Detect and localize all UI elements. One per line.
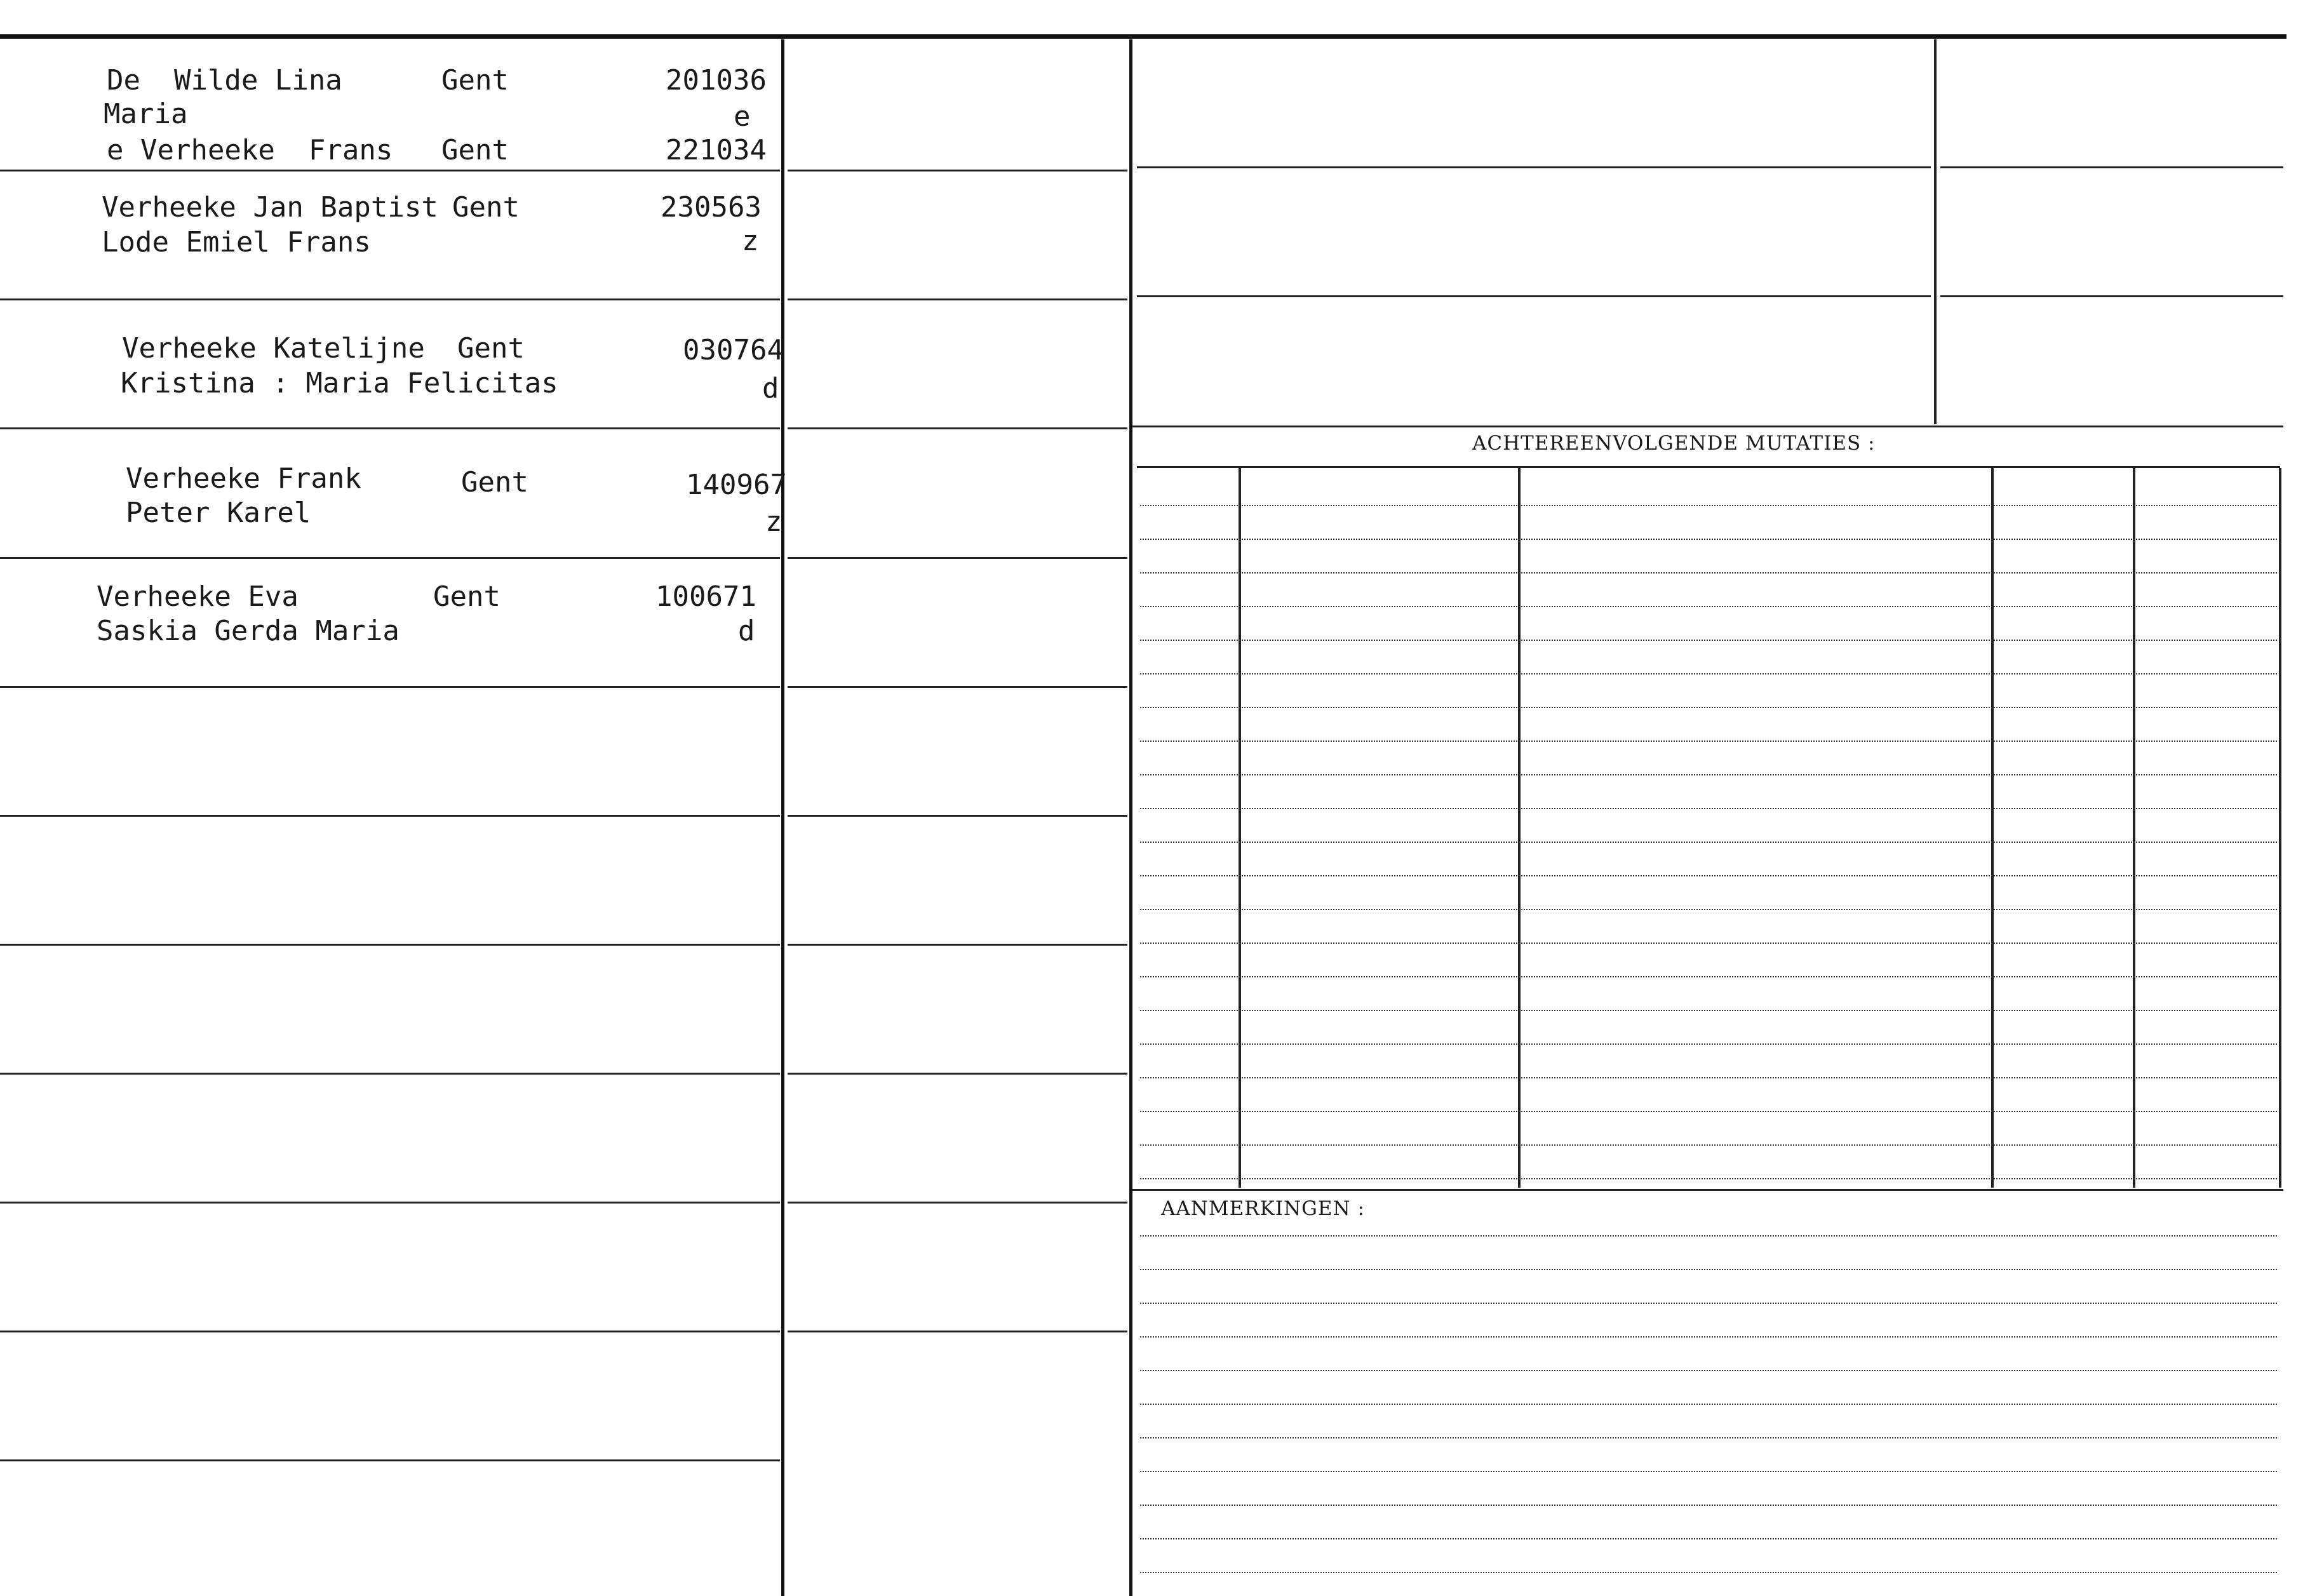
remarks-title: AANMERKINGEN : (1161, 1197, 1365, 1220)
middle-column-divider (1129, 39, 1132, 1596)
entry-code: z (765, 506, 782, 538)
entry-given-names: Saskia Gerda Maria (97, 615, 400, 647)
entry-date: 140967 (686, 469, 787, 501)
entry-place: Gent (452, 191, 520, 224)
entry-place: Gent (441, 64, 509, 97)
mutations-title: ACHTEREENVOLGENDE MUTATIES : (1472, 432, 1876, 455)
remark-ruled-line (1140, 1572, 2277, 1573)
entry-code: z (742, 225, 759, 257)
entry-given-names: Peter Karel (126, 497, 311, 529)
entry-given-names: Lode Emiel Frans (102, 226, 371, 258)
mutation-ruled-line (1140, 572, 2277, 573)
mutation-ruled-line (1140, 1178, 2277, 1179)
spouse-name: e Verheeke Frans (107, 134, 393, 166)
entry-date: 030764 (683, 334, 784, 366)
remark-ruled-line (1140, 1404, 2277, 1405)
mutation-ruled-line (1140, 1043, 2277, 1045)
entry-code: d (762, 372, 779, 405)
top-border (0, 34, 2286, 39)
mutation-ruled-line (1140, 640, 2277, 641)
mutation-ruled-line (1140, 942, 2277, 944)
remark-ruled-line (1140, 1505, 2277, 1506)
spouse-date: 221034 (666, 134, 767, 166)
mutation-ruled-line (1140, 909, 2277, 910)
entry-name: Verheeke Katelijne (122, 332, 425, 365)
spouse-place: Gent (441, 134, 509, 166)
entry-place: Gent (461, 466, 528, 499)
mutation-ruled-line (1140, 842, 2277, 843)
entry-name: Verheeke Jan Baptist (102, 191, 438, 224)
entry-name: De Wilde Lina (107, 64, 342, 97)
mutation-ruled-line (1140, 875, 2277, 876)
entry-name: Verheeke Eva (97, 580, 299, 613)
entry-given-names: Maria (104, 98, 188, 130)
entry-date: 100671 (655, 580, 756, 613)
mutation-ruled-line (1140, 741, 2277, 742)
mutation-ruled-line (1140, 1111, 2277, 1112)
mutation-ruled-line (1140, 707, 2277, 708)
mutation-ruled-line (1140, 1077, 2277, 1078)
mutation-ruled-line (1140, 808, 2277, 809)
mutation-ruled-line (1140, 1144, 2277, 1146)
mutation-ruled-line (1140, 539, 2277, 540)
mutation-ruled-line (1140, 976, 2277, 977)
remark-ruled-line (1140, 1235, 2277, 1237)
entry-code: e (734, 100, 751, 133)
mutation-ruled-line (1140, 1010, 2277, 1011)
entry-place: Gent (457, 332, 525, 365)
remark-ruled-line (1140, 1303, 2277, 1304)
entry-date: 201036 (666, 64, 767, 97)
mutation-ruled-line (1140, 673, 2277, 674)
mutation-ruled-line (1140, 606, 2277, 607)
mutation-ruled-line (1140, 774, 2277, 775)
entry-code: d (738, 615, 755, 647)
remark-ruled-line (1140, 1538, 2277, 1539)
remark-ruled-line (1140, 1370, 2277, 1371)
entry-given-names: Kristina : Maria Felicitas (121, 367, 558, 399)
entry-place: Gent (433, 580, 500, 613)
remark-ruled-line (1140, 1336, 2277, 1338)
mutation-ruled-line (1140, 505, 2277, 506)
entry-name: Verheeke Frank (126, 462, 361, 495)
left-column-divider (781, 39, 784, 1596)
remark-ruled-line (1140, 1471, 2277, 1472)
remark-ruled-line (1140, 1269, 2277, 1270)
entry-date: 230563 (661, 191, 762, 224)
remark-ruled-line (1140, 1437, 2277, 1438)
